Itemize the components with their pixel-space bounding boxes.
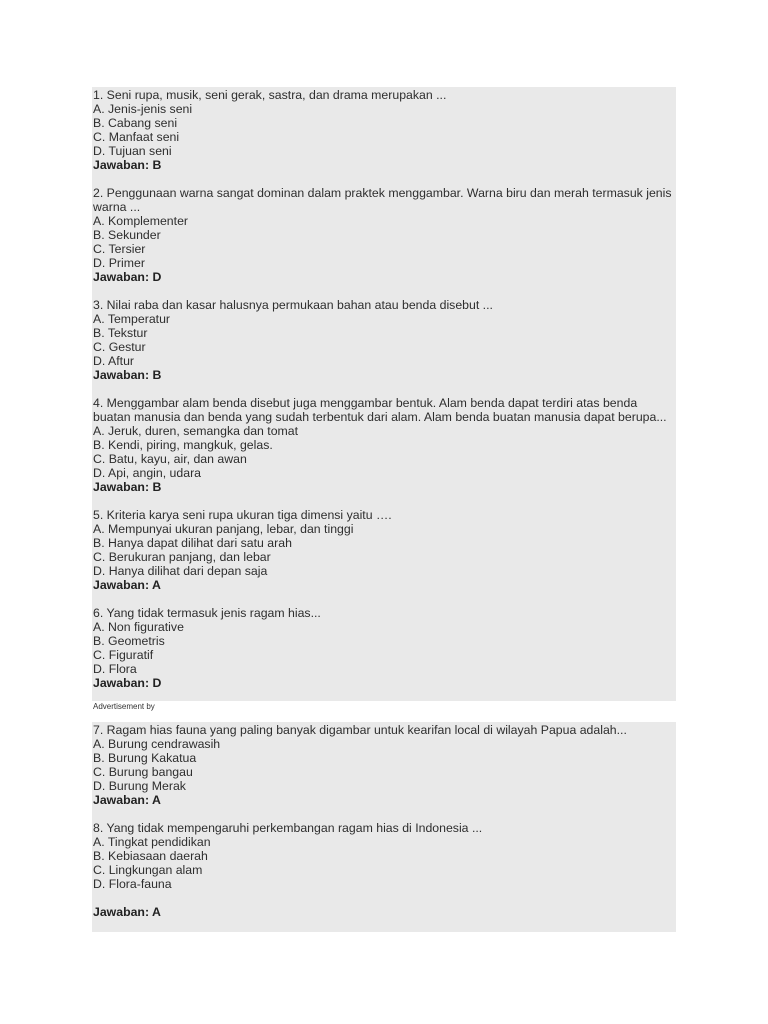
option-c: C. Batu, kayu, air, dan awan <box>93 452 247 466</box>
question-text: 6. Yang tidak termasuk jenis ragam hias... <box>93 606 321 620</box>
option-a: A. Non figurative <box>93 620 184 634</box>
answer-key: Jawaban: D <box>93 270 162 284</box>
option-b: B. Hanya dapat dilihat dari satu arah <box>93 536 292 550</box>
question-text: 2. Penggunaan warna sangat dominan dalam praktek menggambar. Warna biru dan merah termasuk jenis warna ... <box>93 186 675 214</box>
answer-key: Jawaban: B <box>93 480 162 494</box>
option-a: A. Burung cendrawasih <box>93 737 221 751</box>
question-6 <box>93 606 676 690</box>
question-7 <box>93 723 676 807</box>
option-d: D. Hanya dilihat dari depan saja <box>93 564 268 578</box>
question-text: 3. Nilai raba dan kasar halusnya permukaan bahan atau benda disebut ... <box>93 298 493 312</box>
option-b: B. Sekunder <box>93 228 161 242</box>
option-a: A. Temperatur <box>93 312 171 326</box>
option-d: D. Api, angin, udara <box>93 466 202 480</box>
questions-block-2 <box>92 722 676 932</box>
option-c: C. Gestur <box>93 340 146 354</box>
option-a: A. Mempunyai ukuran panjang, lebar, dan tinggi <box>93 522 354 536</box>
answer-key: Jawaban: B <box>93 158 162 172</box>
question-text: 4. Menggambar alam benda disebut juga menggambar bentuk. Alam benda dapat terdiri atas benda buatan manusia dan benda yang sudah terbentuk dari alam. Alam benda buatan manusia dapat berupa... <box>93 396 667 424</box>
option-b: B. Geometris <box>93 634 165 648</box>
option-b: B. Tekstur <box>93 326 148 340</box>
question-text: 5. Kriteria karya seni rupa ukuran tiga dimensi yaitu …. <box>93 508 392 522</box>
option-a: A. Tingkat pendidikan <box>93 835 211 849</box>
option-d: D. Flora-fauna <box>93 877 172 891</box>
answer-key: Jawaban: A <box>93 793 161 807</box>
option-c: C. Berukuran panjang, dan lebar <box>93 550 271 564</box>
question-3 <box>93 298 676 382</box>
option-b: B. Burung Kakatua <box>93 751 197 765</box>
question-2 <box>93 186 676 284</box>
option-b: B. Kebiasaan daerah <box>93 849 208 863</box>
option-a: A. Jeruk, duren, semangka dan tomat <box>93 424 299 438</box>
question-text: 8. Yang tidak mempengaruhi perkembangan ragam hias di Indonesia ... <box>93 821 483 835</box>
option-a: A. Jenis-jenis seni <box>93 102 193 116</box>
question-4 <box>93 396 676 494</box>
option-d: D. Aftur <box>93 354 135 368</box>
advertisement-label: Advertisement by <box>93 702 155 711</box>
question-1 <box>93 88 676 172</box>
option-c: C. Manfaat seni <box>93 130 180 144</box>
option-b: B. Kendi, piring, mangkuk, gelas. <box>93 438 273 452</box>
answer-key: Jawaban: B <box>93 368 162 382</box>
option-a: A. Komplementer <box>93 214 189 228</box>
answer-key: Jawaban: A <box>93 905 161 919</box>
answer-key: Jawaban: D <box>93 676 162 690</box>
question-5 <box>93 508 676 592</box>
question-8 <box>93 821 676 919</box>
option-d: D. Flora <box>93 662 137 676</box>
option-c: C. Lingkungan alam <box>93 863 203 877</box>
option-d: D. Tujuan seni <box>93 144 172 158</box>
answer-key: Jawaban: A <box>93 578 161 592</box>
question-text: 1. Seni rupa, musik, seni gerak, sastra, dan drama merupakan ... <box>93 88 447 102</box>
option-c: C. Burung bangau <box>93 765 193 779</box>
option-c: C. Figuratif <box>93 648 154 662</box>
option-d: D. Primer <box>93 256 145 270</box>
option-d: D. Burung Merak <box>93 779 186 793</box>
option-b: B. Cabang seni <box>93 116 178 130</box>
question-text: 7. Ragam hias fauna yang paling banyak digambar untuk kearifan local di wilayah Papua adalah... <box>93 723 627 737</box>
option-c: C. Tersier <box>93 242 146 256</box>
questions-block-1 <box>92 87 676 701</box>
